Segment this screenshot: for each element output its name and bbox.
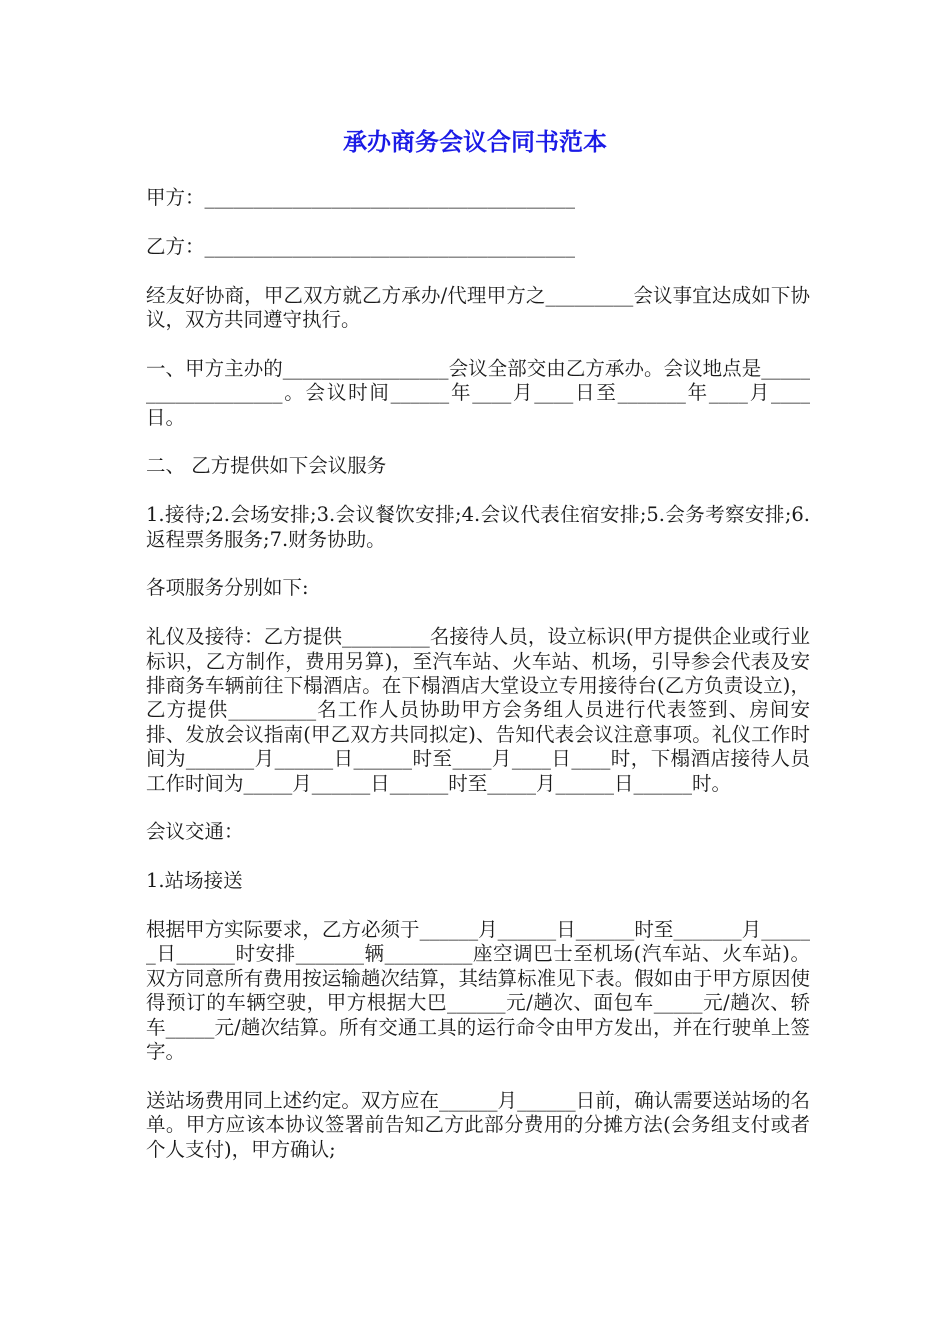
transport-heading: 会议交通：: [146, 820, 244, 844]
departure-paragraph: 送站场费用同上述约定。双方应在______月______日前，确认需要送站场的名单。甲方应该本协议签署前告知乙方此部分费用的分摊方法(会务组支付或者个人支付)，甲方确认;: [146, 1088, 810, 1161]
clause-2-heading: 二、 乙方提供如下会议服务: [146, 454, 387, 478]
reception-paragraph: 礼仪及接待：乙方提供_________名接待人员，设立标识(甲方提供企业或行业标识，乙方制作，费用另算)，至汽车站、火车站、机场，引导参会代表及安排商务车辆前往下榻酒店。在下榻酒店大堂设立专用接待台(乙方负责设立)，乙方提供_________名工作人员协助甲方会务组人员进行代表签到、房间安排、发放会议指南(甲乙双方共同拟定)、告知代表会议注意事项。礼仪工作时间为_______月______日______时至____月____日____时，下榻酒店接待人员工作时间为_____月______日______时至_____月______日______时。: [146, 625, 810, 795]
services-detail-heading: 各项服务分别如下:: [146, 576, 309, 600]
transfer-paragraph: 根据甲方实际要求，乙方必须于______月______日______时至_______月______日______时安排_______辆_________座空调巴士至机场(汽车站、火车站)。双方同意所有费用按运输趟次结算，其结算标准见下表。假如由于甲方原因使得预订的车辆空驶，甲方根据大巴______元/趟次、面包车_____元/趟次、轿车_____元/趟次结算。所有交通工具的运行命令由甲方发出，并在行驶单上签字。: [146, 918, 810, 1064]
station-transfer-heading: 1.站场接送: [146, 869, 243, 893]
services-list: 1.接待;2.会场安排;3.会议餐饮安排;4.会议代表住宿安排;5.会务考察安排;6.返程票务服务;7.财务协助。: [146, 503, 810, 551]
clause-1: 一、甲方主办的_________________会议全部交由乙方承办。会议地点是___________________。会议时间______年____月____日至_______年____月____日。: [146, 356, 810, 429]
party-a-line: 甲方：______________________________________: [146, 186, 576, 209]
intro-paragraph: 经友好协商，甲乙双方就乙方承办/代理甲方之_________会议事宜达成如下协议，双方共同遵守执行。: [146, 283, 810, 331]
party-b-line: 乙方：______________________________________: [146, 234, 576, 258]
document-body: [146, 186, 810, 1186]
document-title: 承办商务会议合同书范本: [343, 128, 607, 156]
